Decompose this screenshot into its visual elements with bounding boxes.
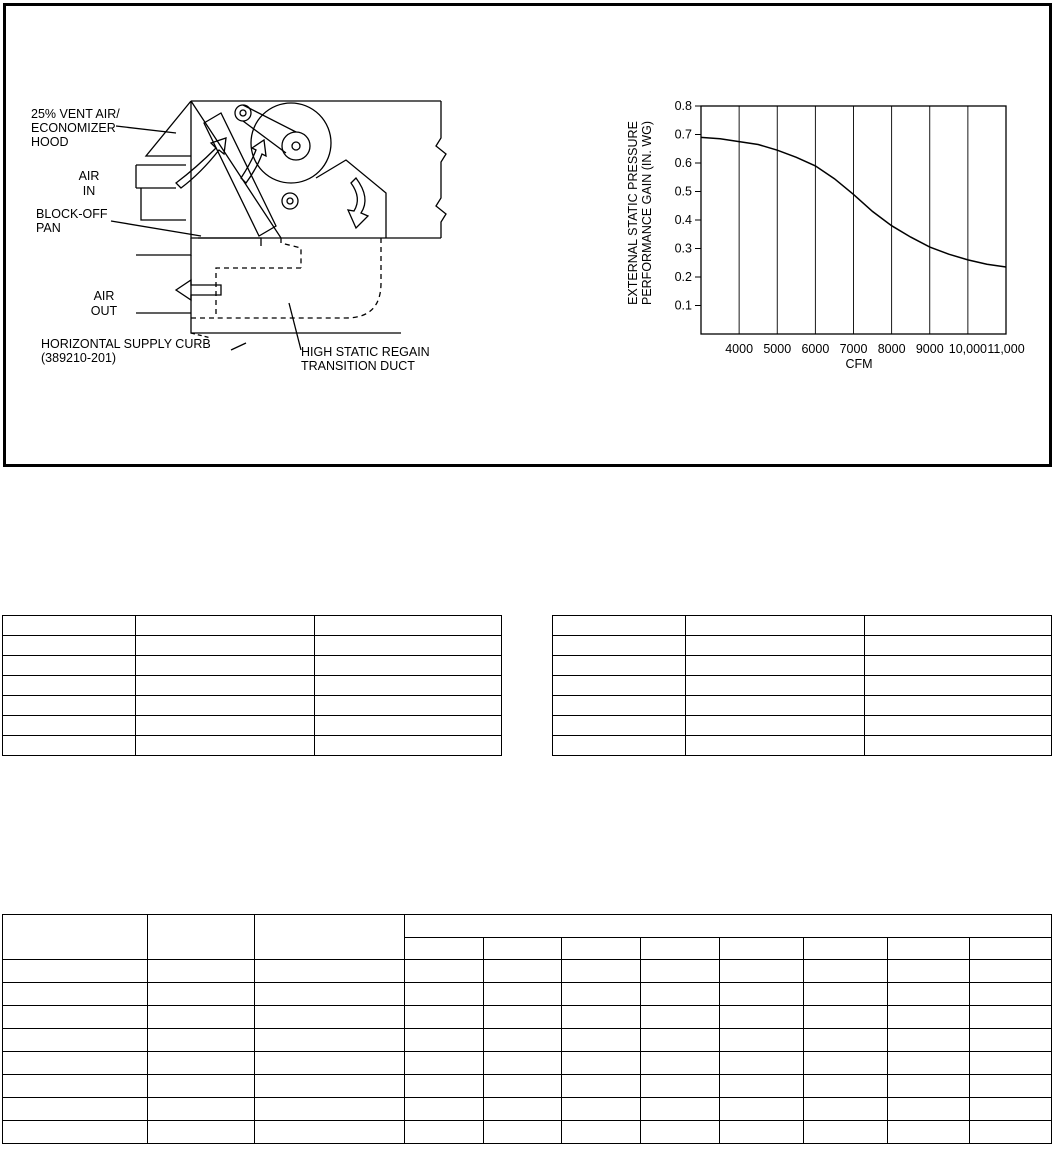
table-cell (147, 1098, 254, 1121)
table-cell (804, 1075, 888, 1098)
table-left-body (3, 616, 502, 756)
table-cell (720, 983, 804, 1006)
table-cell (254, 1052, 404, 1075)
table-cell (641, 983, 720, 1006)
table-row (3, 636, 502, 656)
table-cell (720, 1098, 804, 1121)
table-cell (641, 1052, 720, 1075)
table-cell (3, 1121, 148, 1144)
y-tick-label: 0.8 (674, 99, 692, 113)
x-tick-label: 6000 (801, 342, 830, 356)
x-tick-label: 4000 (725, 342, 754, 356)
x-tick-label: 10,000 (948, 342, 987, 356)
hood-label-line2: ECONOMIZER (31, 121, 116, 135)
table-cell (720, 1121, 804, 1144)
block-off-label-line1: BLOCK-OFF (36, 207, 108, 221)
table-cell (3, 1098, 148, 1121)
table-cell (888, 1075, 970, 1098)
table-cell (888, 1029, 970, 1052)
table-cell (865, 676, 1052, 696)
table-cell (888, 1052, 970, 1075)
table-row (553, 636, 1052, 656)
table-row (3, 696, 502, 716)
table-row (553, 736, 1052, 756)
table-cell (641, 1098, 720, 1121)
figure-frame (3, 3, 1052, 467)
table-cell (147, 1006, 254, 1029)
table-cell (888, 1098, 970, 1121)
table-row (3, 656, 502, 676)
table-cell (685, 696, 865, 716)
table-cell (562, 1029, 641, 1052)
table-cell (483, 1006, 562, 1029)
table-cell (865, 636, 1052, 656)
table-row (553, 716, 1052, 736)
air-out-label-line1: AIR (93, 289, 115, 303)
table-cell (685, 616, 865, 636)
table-cell (404, 960, 483, 983)
table-cell (3, 983, 148, 1006)
performance-chart (621, 98, 1041, 378)
table-cell (135, 656, 315, 676)
table-cell (888, 1006, 970, 1029)
table-cell (865, 736, 1052, 756)
table-cell (135, 696, 315, 716)
table-cell (483, 960, 562, 983)
table-header-cell (147, 915, 254, 960)
table-cell (135, 676, 315, 696)
table-cell (685, 656, 865, 676)
table-cell (254, 1029, 404, 1052)
table-cell (315, 676, 502, 696)
duct-label-line2: TRANSITION DUCT (301, 359, 415, 373)
table-cell (804, 1052, 888, 1075)
table-header-cell (404, 937, 483, 960)
table-cell (147, 960, 254, 983)
airflow-diagram (26, 88, 466, 388)
table-cell (804, 1029, 888, 1052)
block-off-label-line2: PAN (36, 221, 61, 235)
y-tick-label: 0.2 (674, 270, 692, 284)
table-row (553, 696, 1052, 716)
table-cell (483, 983, 562, 1006)
table-cell (254, 1121, 404, 1144)
table-row (3, 1052, 1052, 1075)
table-cell (404, 1098, 483, 1121)
table-row (3, 716, 502, 736)
table-cell (404, 1052, 483, 1075)
table-cell (685, 736, 865, 756)
table-cell (3, 1075, 148, 1098)
y-tick-label: 0.6 (674, 156, 692, 170)
table-cell (483, 1052, 562, 1075)
table-cell (553, 736, 686, 756)
table-cell (685, 636, 865, 656)
table-cell (970, 1006, 1052, 1029)
table-cell (3, 656, 136, 676)
y-axis-label-line1: EXTERNAL STATIC PRESSURE (626, 121, 640, 305)
table-cell (3, 696, 136, 716)
y-tick-label: 0.3 (674, 241, 692, 256)
table-cell (720, 1006, 804, 1029)
table-cell (720, 1052, 804, 1075)
table-cell (315, 716, 502, 736)
table-cell (254, 1006, 404, 1029)
table-cell (888, 983, 970, 1006)
table-cell (720, 960, 804, 983)
table-cell (970, 1075, 1052, 1098)
table-cell (970, 960, 1052, 983)
table-cell (483, 1098, 562, 1121)
table-header-cell (888, 937, 970, 960)
chart-grid (701, 106, 1006, 334)
table-header-cell (970, 937, 1052, 960)
table-cell (970, 983, 1052, 1006)
table-cell (970, 1098, 1052, 1121)
table-cell (553, 616, 686, 636)
table-cell (315, 636, 502, 656)
table-header-cell (641, 937, 720, 960)
x-tick-label: 9000 (915, 342, 944, 356)
table-row (3, 736, 502, 756)
table-cell (147, 1052, 254, 1075)
table-row (553, 656, 1052, 676)
curb-label-line2: (389210-201) (41, 351, 117, 365)
table-cell (147, 1029, 254, 1052)
table-cell (3, 1052, 148, 1075)
table-cell (720, 1029, 804, 1052)
table-cell (3, 636, 136, 656)
curb-label-line1: HORIZONTAL SUPPLY CURB (41, 337, 211, 351)
table-header-cell (483, 937, 562, 960)
hood-outline (146, 101, 191, 156)
table-cell (254, 983, 404, 1006)
y-tick-label: 0.4 (674, 213, 692, 227)
table-cell (804, 1006, 888, 1029)
table-cell (553, 696, 686, 716)
table-cell (804, 1121, 888, 1144)
table-cell (553, 636, 686, 656)
table-cell (970, 1029, 1052, 1052)
table-row (3, 960, 1052, 983)
table-cell (865, 716, 1052, 736)
table-row (3, 1098, 1052, 1121)
hood-label-line3: HOOD (31, 135, 69, 149)
table-cell (641, 1029, 720, 1052)
table-cell (315, 656, 502, 676)
y-axis-label-line2: PERFORMANCE GAIN (IN. WG) (640, 120, 654, 306)
table-cell (641, 1075, 720, 1098)
table-cell (865, 616, 1052, 636)
table-cell (553, 676, 686, 696)
air-out-label-line2: OUT (90, 304, 118, 318)
table-right-body (553, 616, 1052, 756)
duct-label-line1: HIGH STATIC REGAIN (301, 345, 430, 359)
table-row (3, 676, 502, 696)
table-cell (135, 736, 315, 756)
hood-label-line1: 25% VENT AIR/ (31, 107, 120, 121)
table-cell (641, 960, 720, 983)
table-row (3, 1006, 1052, 1029)
table-header-row (3, 915, 1052, 938)
table-cell (865, 656, 1052, 676)
table-cell (685, 676, 865, 696)
table-cell (888, 960, 970, 983)
table-cell (404, 1121, 483, 1144)
x-tick-label: 11,000 (987, 342, 1025, 356)
air-in-label-line2: IN (82, 184, 96, 198)
table-row (3, 616, 502, 636)
table-cell (404, 1029, 483, 1052)
table-cell (254, 1075, 404, 1098)
table-header-cell (3, 915, 148, 960)
table-cell (562, 1006, 641, 1029)
table-cell (404, 1006, 483, 1029)
table-cell (147, 1075, 254, 1098)
table-cell (135, 716, 315, 736)
table-cell (888, 1121, 970, 1144)
table-cell (970, 1052, 1052, 1075)
x-tick-label: 5000 (763, 342, 792, 356)
table-row (553, 676, 1052, 696)
table-cell (404, 1075, 483, 1098)
table-bottom (2, 914, 1052, 1144)
table-row (3, 1075, 1052, 1098)
table-cell (641, 1121, 720, 1144)
y-tick-label: 0.7 (674, 127, 692, 142)
chart-ticks (675, 99, 1025, 356)
table-cell (804, 983, 888, 1006)
table-cell (315, 616, 502, 636)
table-row (3, 1029, 1052, 1052)
table-cell (483, 1121, 562, 1144)
table-cell (3, 716, 136, 736)
table-row (3, 983, 1052, 1006)
table-cell (562, 1121, 641, 1144)
table-cell (483, 1075, 562, 1098)
x-tick-label: 7000 (839, 342, 868, 356)
table-row (3, 1121, 1052, 1144)
table-cell (720, 1075, 804, 1098)
table-cell (641, 1006, 720, 1029)
table-cell (3, 960, 148, 983)
table-cell (254, 1098, 404, 1121)
table-cell (804, 1098, 888, 1121)
table-cell (315, 696, 502, 716)
table-header-group-cell (404, 915, 1051, 938)
x-tick-label: 8000 (877, 342, 906, 356)
table-cell (3, 1006, 148, 1029)
table-cell (553, 656, 686, 676)
table-header-cell (254, 915, 404, 960)
table-cell (3, 1029, 148, 1052)
table-cell (147, 1121, 254, 1144)
table-cell (3, 676, 136, 696)
table-cell (865, 696, 1052, 716)
table-cell (970, 1121, 1052, 1144)
table-cell (404, 983, 483, 1006)
x-axis-label: CFM (845, 357, 873, 371)
table-row (553, 616, 1052, 636)
table-cell (147, 983, 254, 1006)
table-cell (135, 616, 315, 636)
table-cell (483, 1029, 562, 1052)
table-cell (562, 1075, 641, 1098)
table-cell (254, 960, 404, 983)
table-cell (562, 1052, 641, 1075)
table-header-cell (562, 937, 641, 960)
table-header-cell (804, 937, 888, 960)
table-cell (562, 960, 641, 983)
air-in-label-line1: AIR (78, 169, 100, 183)
table-cell (3, 736, 136, 756)
table-cell (3, 616, 136, 636)
table-bottom-body (3, 915, 1052, 1144)
y-tick-label: 0.5 (674, 184, 692, 199)
table-cell (562, 983, 641, 1006)
table-cell (553, 716, 686, 736)
table-right (552, 615, 1052, 756)
table-cell (685, 716, 865, 736)
table-cell (562, 1098, 641, 1121)
y-tick-label: 0.1 (674, 298, 692, 313)
table-cell (804, 960, 888, 983)
table-header-cell (720, 937, 804, 960)
table-left (2, 615, 502, 756)
table-cell (315, 736, 502, 756)
table-cell (135, 636, 315, 656)
